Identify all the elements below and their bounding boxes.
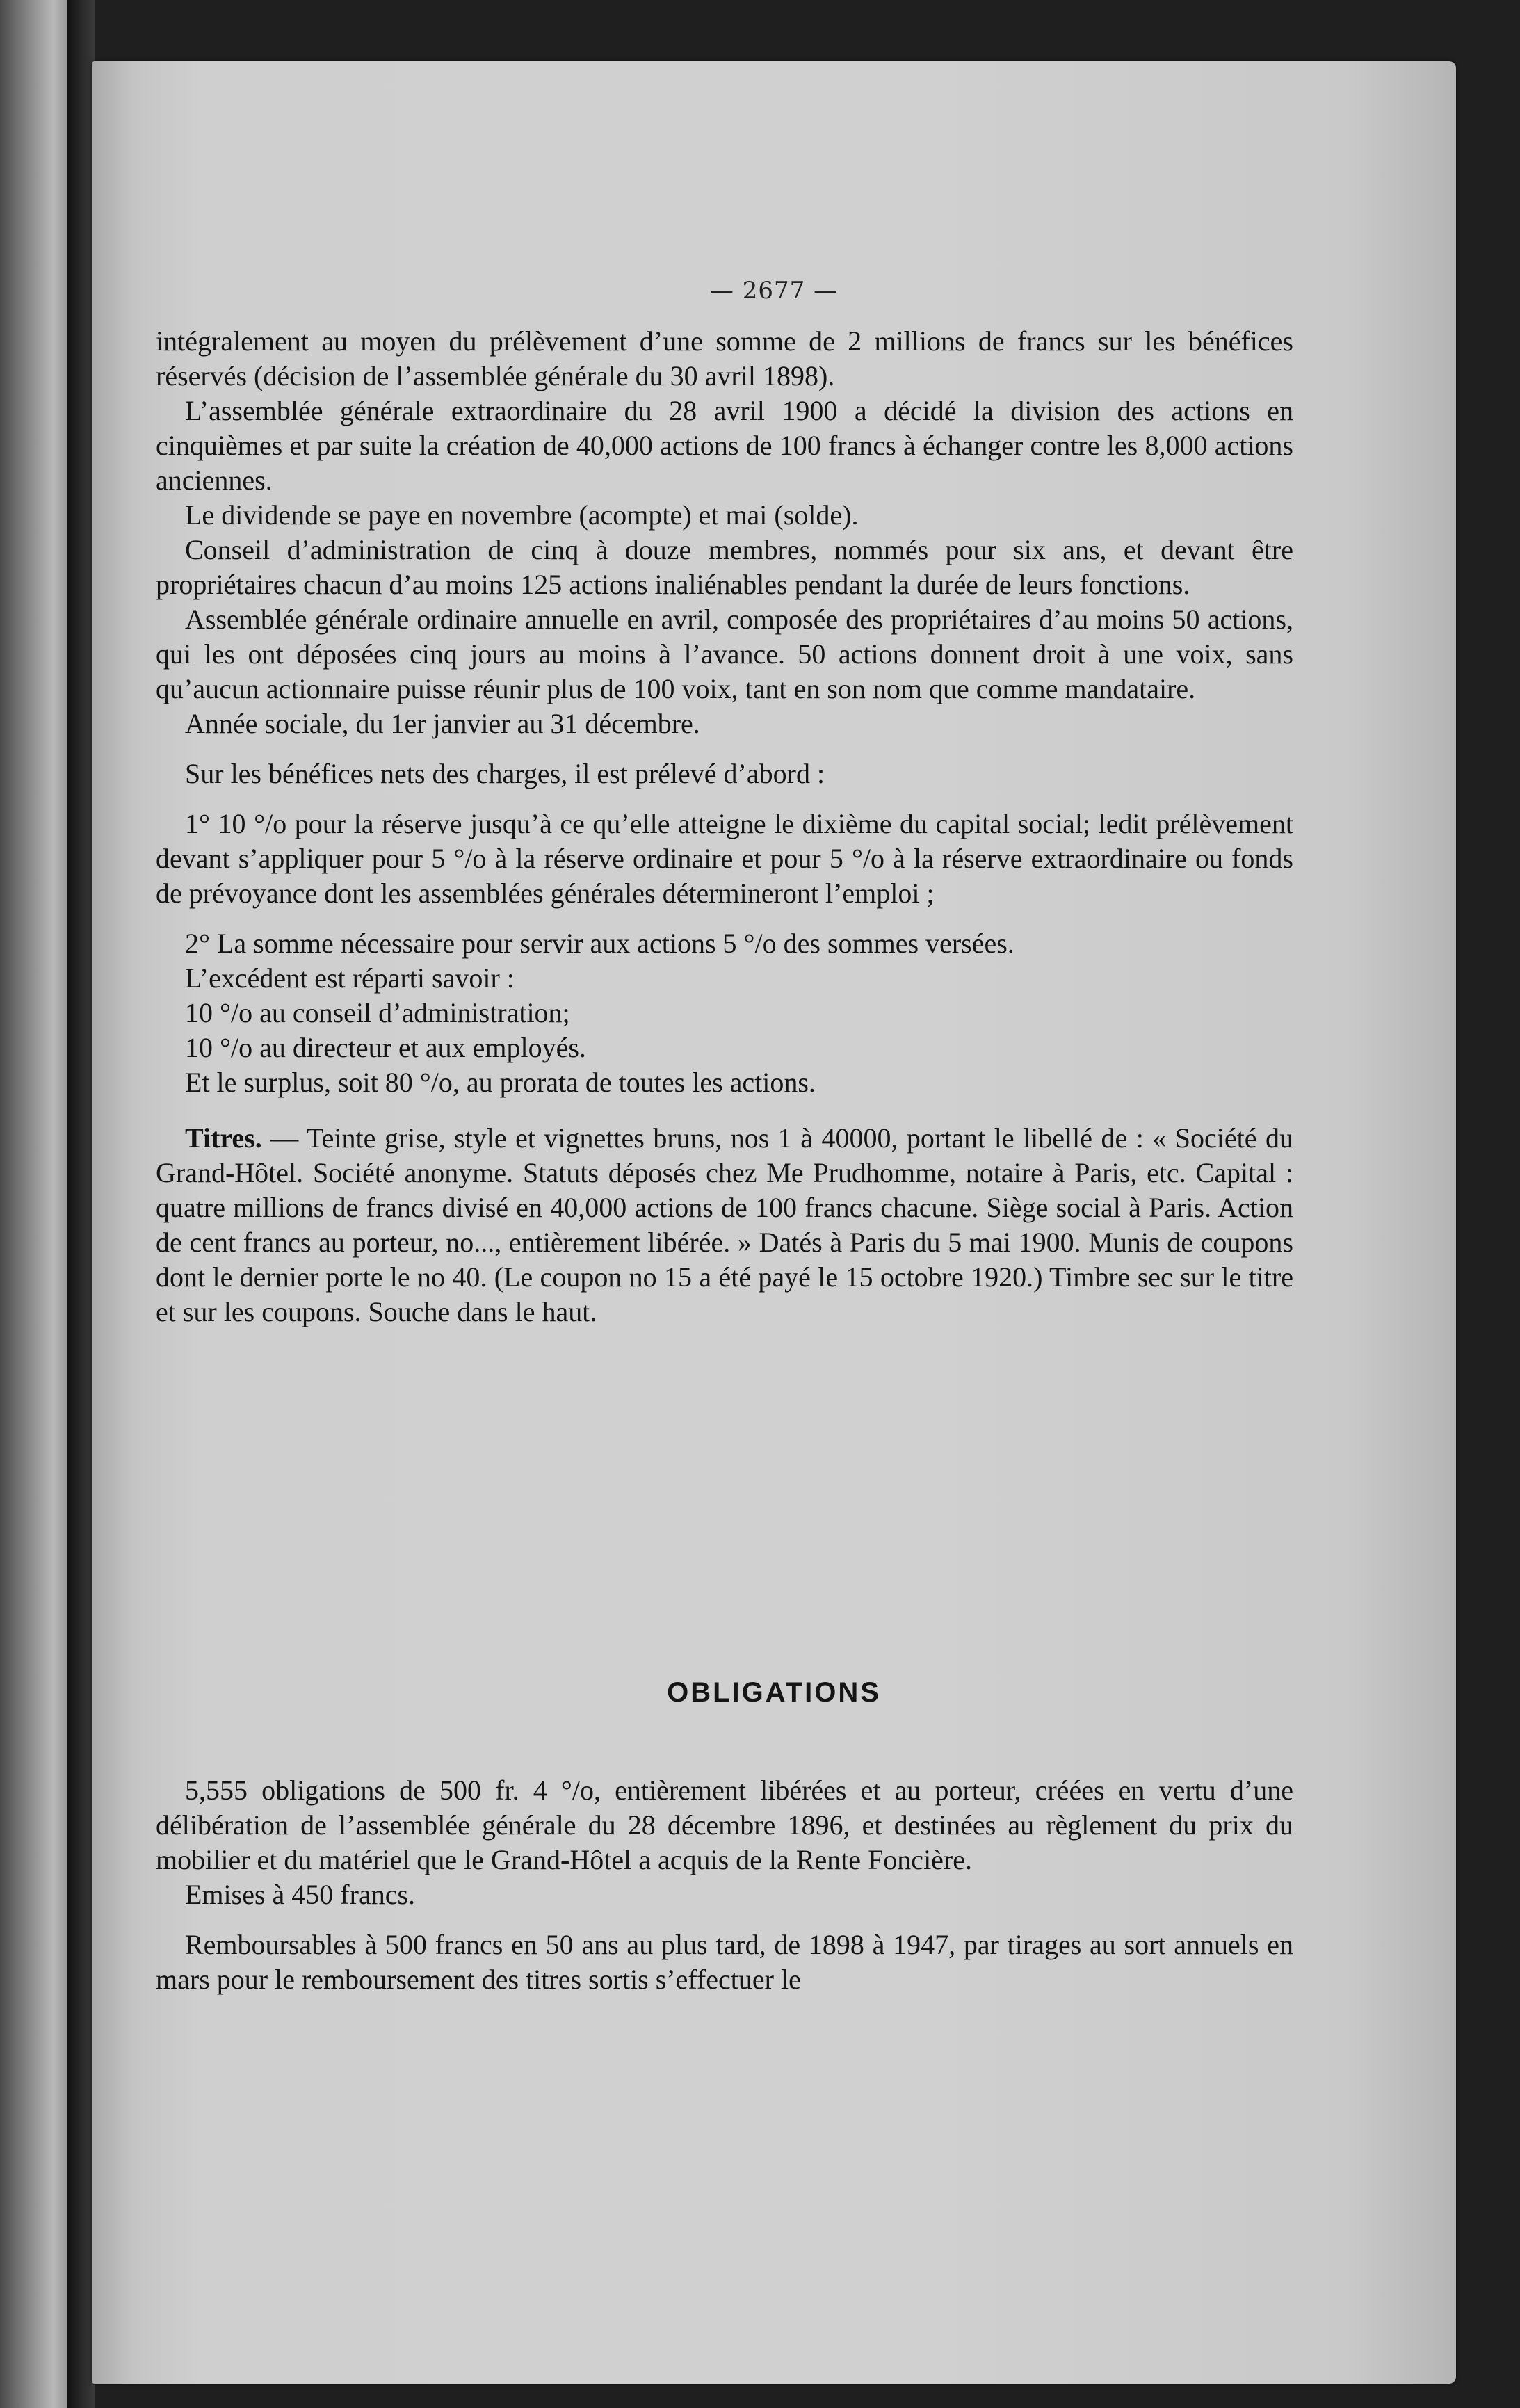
titres-paragraph [156, 1121, 1293, 1330]
paragraph: Le dividende se paye en novembre (acompte) et mai (solde). [185, 499, 859, 531]
section-obligations-text [156, 1773, 1293, 1997]
paragraph: Et le surplus, soit 80 °/o, au prorata de toutes les actions. [185, 1067, 816, 1098]
left-page-edge [0, 0, 67, 2408]
page-sheet [92, 61, 1456, 2384]
paragraph: 10 °/o au directeur et aux employés. [185, 1032, 586, 1063]
paragraph: L’assemblée générale extraordinaire du 28 avril 1900 a décidé la division des actions en cinquièmes et par suite la création de 40,000 actions de 100 francs à échanger contre les 8,000 actions anciennes. [156, 395, 1293, 496]
titres-label: Titres. [185, 1122, 262, 1154]
paragraph: 10 °/o au conseil d’administration; [185, 997, 570, 1028]
titres-text: — Teinte grise, style et vignettes bruns, nos 1 à 40000, portant le libellé de : « Société du Grand-Hôtel. Société anonyme. Statuts déposés chez Me Prudhomme, notaire à Paris, etc. Capital : quatre millions de francs divisé en 40,000 actions de 100 francs chacune. Siège social à Paris. Action de cent francs au porteur, no..., entièrement libérée. » Datés à Paris du 5 mai 1900. Munis de coupons dont le dernier porte le no 40. (Le coupon no 15 a été payé le 15 octobre 1920.) Timbre sec sur le titre et sur les coupons. Souche dans le haut. [156, 1122, 1293, 1327]
section-actions-text [156, 324, 1293, 1330]
paragraph: 5,555 obligations de 500 fr. 4 °/o, entièrement libérées et au porteur, créées en vertu d’une délibération de l’assemblée générale du 28 décembre 1896, et destinées au règlement du prix du mobilier et du matériel que le Grand-Hôtel a acquis de la Rente Foncière. [156, 1775, 1293, 1875]
section-heading: OBLIGATIONS [667, 1677, 881, 1708]
paragraph: 1° 10 °/o pour la réserve jusqu’à ce qu’elle atteigne le dixième du capital social; ledit prélèvement devant s’appliquer pour 5 °/o à la réserve ordinaire et pour 5 °/o à la réserve extraordinaire ou fonds de prévoyance dont les assemblées générales détermineront l’emploi ; [156, 808, 1293, 909]
paragraph: Année sociale, du 1er janvier au 31 décembre. [185, 708, 700, 739]
paragraph: Sur les bénéfices nets des charges, il est prélevé d’abord : [185, 758, 825, 789]
paragraph: Remboursables à 500 francs en 50 ans au plus tard, de 1898 à 1947, par tirages au sort annuels en mars pour le remboursement des titres sortis s’effectuer le [156, 1929, 1293, 1995]
paragraph: L’excédent est réparti savoir : [185, 962, 515, 994]
page-number: — 2677 — [709, 277, 839, 305]
paragraph: intégralement au moyen du prélèvement d’une somme de 2 millions de francs sur les bénéfices réservés (décision de l’assemblée générale du 30 avril 1898). [156, 325, 1293, 391]
paragraph: Assemblée générale ordinaire annuelle en avril, composée des propriétaires d’au moins 50 actions, qui les ont déposées cinq jours au moins à l’avance. 50 actions donnent droit à une voix, sans qu’aucun actionnaire puisse réunir plus de 100 voix, tant en son nom que comme mandataire. [156, 604, 1293, 704]
paragraph: Emises à 450 francs. [185, 1879, 416, 1910]
paragraph: 2° La somme nécessaire pour servir aux actions 5 °/o des sommes versées. [185, 928, 1014, 959]
paragraph: Conseil d’administration de cinq à douze membres, nommés pour six ans, et devant être propriétaires chacun d’au moins 125 actions inaliénables pendant la durée de leurs fonctions. [156, 534, 1293, 600]
book-spine-shadow [67, 0, 95, 2408]
